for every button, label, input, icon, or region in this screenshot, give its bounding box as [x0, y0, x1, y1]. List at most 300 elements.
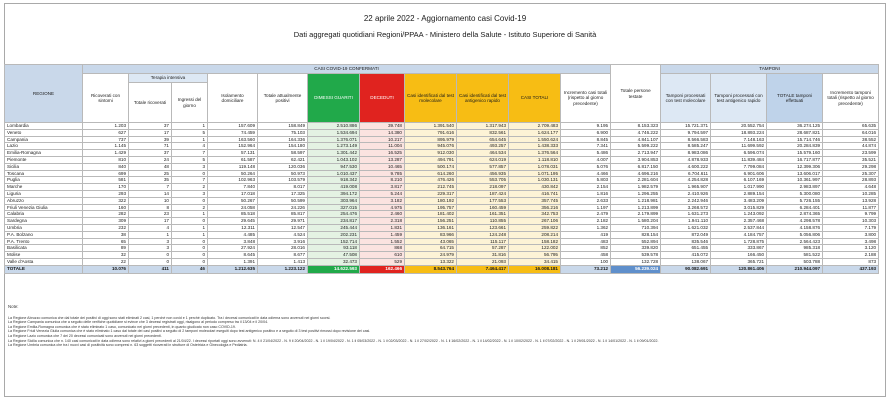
table-cell: 1.391	[208, 258, 258, 265]
table-cell: 89	[83, 245, 129, 252]
table-row	[5, 123, 879, 130]
table-cell: 581	[83, 177, 129, 184]
table-cell: 895.979	[405, 136, 457, 143]
table-row	[5, 136, 879, 143]
table-row	[5, 231, 879, 238]
table-cell: 7	[172, 177, 208, 184]
table-cell: 28.687.821	[767, 129, 823, 136]
table-cell: 3	[129, 245, 172, 252]
table-cell: 2.510.886	[308, 123, 360, 130]
table-cell: 1.413	[258, 258, 308, 265]
table-cell: 627	[83, 129, 129, 136]
table-cell: 24.058	[208, 204, 258, 211]
region-name: Liguria	[5, 190, 83, 197]
table-cell: 10.076	[83, 265, 129, 273]
region-name: P.A. Trento	[5, 238, 83, 245]
table-cell: 1.982.579	[611, 184, 661, 191]
note-line: La Regione Emilia-Romagna comunica che è stato eliminato 1 caso, comunicato nei giorni precedenti, in quanto giudicato non caso COVID-19.	[8, 324, 236, 329]
table-cell: 12.311	[208, 224, 258, 231]
table-cell: 28.016	[258, 245, 308, 252]
table-row	[5, 258, 879, 265]
table-cell: 50.973	[258, 170, 308, 177]
region-name: Piemonte	[5, 156, 83, 163]
table-cell: 810	[83, 156, 129, 163]
table-cell: 160.459	[457, 204, 509, 211]
table-cell: 7.179	[823, 224, 879, 231]
region-name: Lazio	[5, 143, 83, 150]
table-cell: 24	[129, 156, 172, 163]
table-cell: 1.941.110	[661, 218, 711, 225]
table-cell: 56.795	[509, 252, 561, 259]
note-line: La Regione Umbria comunica che tra i nuovi casi di positività sono compresi n. 63 soggetti ricoverati in strutture di Ostetricia e Ginecologia e Pediatria.	[8, 343, 248, 348]
covid-data-table	[4, 64, 879, 274]
table-cell: 234.817	[308, 218, 360, 225]
table-cell: 737	[83, 136, 129, 143]
table-cell: 0	[172, 252, 208, 259]
table-cell: 35.521	[823, 156, 879, 163]
table-cell: 654.645	[457, 136, 509, 143]
table-cell: 157.609	[208, 123, 258, 130]
table-cell: 1.580.204	[611, 218, 661, 225]
table-cell: 1.534.694	[308, 129, 360, 136]
table-cell: 1.624.177	[509, 129, 561, 136]
table-cell: 119.148	[208, 163, 258, 170]
table-cell: 11.839.484	[711, 156, 767, 163]
table-cell: 8.210	[360, 177, 405, 184]
table-cell: 6.704.611	[661, 170, 711, 177]
table-cell: 282	[83, 211, 129, 218]
table-cell: 1.362	[561, 224, 611, 231]
table-cell: 11.004	[360, 143, 405, 150]
table-cell: 419.008	[308, 184, 360, 191]
table-cell: 58.597	[258, 150, 308, 157]
table-cell: 651.455	[661, 245, 711, 252]
table-cell: 16.008.181	[509, 265, 561, 273]
table-row	[5, 197, 879, 204]
table-cell: 4.007	[561, 156, 611, 163]
table-cell: 1.816	[561, 190, 611, 197]
table-cell: 5.599.222	[611, 143, 661, 150]
table-row	[5, 224, 879, 231]
table-row	[5, 218, 879, 225]
table-cell: 2.179.899	[611, 211, 661, 218]
table-cell: 1.631.273	[661, 211, 711, 218]
table-cell: 529	[360, 258, 405, 265]
table-cell: 1.223.122	[258, 265, 308, 273]
table-cell: 210.944.097	[767, 265, 823, 273]
table-row	[5, 245, 879, 252]
table-cell: 14.380	[360, 129, 405, 136]
header-molecolare: Casi identificati dal test molecolare	[405, 74, 457, 123]
table-row	[5, 252, 879, 259]
table-cell: 65	[83, 238, 129, 245]
table-cell: 333.867	[711, 245, 767, 252]
table-cell: 64.715	[405, 245, 457, 252]
table-cell: 17.325	[258, 190, 308, 197]
table-cell: 195.757	[405, 204, 457, 211]
table-cell: 1	[172, 136, 208, 143]
table-cell: 90.082.691	[661, 265, 711, 273]
table-cell: 9.799	[823, 211, 879, 218]
table-cell: 180.192	[405, 197, 457, 204]
table-cell: 11.877	[823, 204, 879, 211]
table-cell: 115.117	[457, 238, 509, 245]
table-cell: 138.067	[661, 258, 711, 265]
table-cell: 32	[83, 252, 129, 259]
table-cell: 61.587	[208, 156, 258, 163]
header-ingressi: Ingressi del giorno	[172, 83, 208, 123]
table-cell: 136.161	[405, 224, 457, 231]
table-cell: 56.239.024	[611, 265, 661, 273]
table-cell: 43.065	[405, 238, 457, 245]
table-cell: 4.696.216	[611, 170, 661, 177]
table-cell: 912.030	[405, 150, 457, 157]
table-row	[5, 143, 879, 150]
table-cell: 158.182	[509, 238, 561, 245]
table-cell: 16.525	[360, 150, 405, 157]
region-name: P.A. Bolzano	[5, 231, 83, 238]
table-cell: 2.713.947	[611, 150, 661, 157]
table-cell: 166.450	[711, 252, 767, 259]
table-cell: 10.217	[360, 136, 405, 143]
table-cell: 83.966	[405, 231, 457, 238]
table-cell: 5	[172, 129, 208, 136]
table-cell: 577.857	[457, 163, 509, 170]
table-cell: 85.817	[258, 211, 308, 218]
table-cell: 0	[129, 258, 172, 265]
table-cell: 5.056.806	[767, 231, 823, 238]
header-regione: REGIONE	[5, 65, 83, 123]
table-cell: 3	[172, 163, 208, 170]
table-cell: 14	[129, 190, 172, 197]
table-cell: 2.537.844	[711, 224, 767, 231]
table-cell: 14.622.593	[308, 265, 360, 273]
table-cell: 2.889.154	[711, 190, 767, 197]
table-cell: 13.322	[405, 258, 457, 265]
table-cell: 44.874	[823, 143, 879, 150]
table-cell: 181.402	[405, 211, 457, 218]
table-cell: 162.466	[360, 265, 405, 273]
table-cell: 10.465	[360, 163, 405, 170]
region-name: Lombardia	[5, 123, 83, 130]
table-cell: 832.561	[457, 129, 509, 136]
table-cell: 2.182	[561, 218, 611, 225]
note-line: La Regione Abruzzo comunica che dal totale dei positivi di oggi sono stati eliminati 2 casi, 1 perché non covid e 1 perché duplicato. Tra i decessi comunicati in data odierna sono avvenuti nei giorni scorsi.	[8, 315, 331, 320]
table-cell: 342.753	[509, 211, 561, 218]
table-cell: 4.254.828	[661, 177, 711, 184]
table-cell: 12.399.306	[767, 163, 823, 170]
total-row	[5, 265, 879, 273]
table-cell: 8.645	[208, 252, 258, 259]
table-cell: 3.268.572	[661, 204, 711, 211]
region-name: Molise	[5, 252, 83, 259]
table-cell: 0	[172, 218, 208, 225]
table-cell: 2.242.946	[661, 197, 711, 204]
table-cell: 17	[129, 129, 172, 136]
table-cell: 38.552	[823, 136, 879, 143]
table-cell: 62.421	[258, 156, 308, 163]
table-cell: 22	[83, 258, 129, 265]
table-cell: 581.522	[767, 252, 823, 259]
table-cell: 75.103	[258, 129, 308, 136]
table-cell: 458	[561, 252, 611, 259]
table-cell: 0	[172, 238, 208, 245]
table-cell: 322	[83, 197, 129, 204]
table-cell: 123.661	[457, 224, 509, 231]
table-cell: 11.699.592	[711, 143, 767, 150]
note-line: La Regione Lazio comunica che 7 dei 20 decessi comunicati sono avvenuti nei giorni precedenti.	[8, 333, 162, 338]
table-cell: 232	[83, 224, 129, 231]
table-cell: 0	[172, 258, 208, 265]
table-cell: 293	[83, 190, 129, 197]
table-cell: 17.018	[208, 190, 258, 197]
header-deceduti: DECEDUTI	[360, 74, 405, 123]
table-row	[5, 184, 879, 191]
table-cell: 9.785	[360, 170, 405, 177]
table-cell: 852	[561, 245, 611, 252]
table-cell: 50.599	[258, 197, 308, 204]
region-name: Sicilia	[5, 163, 83, 170]
table-cell: 918.342	[308, 177, 360, 184]
table-cell: 50.267	[208, 197, 258, 204]
table-cell: 1.317.943	[457, 123, 509, 130]
table-cell: 164.336	[258, 136, 308, 143]
table-cell: 12.547	[258, 224, 308, 231]
table-cell: 7	[129, 184, 172, 191]
table-cell: 7.341	[561, 143, 611, 150]
notes-list	[8, 316, 874, 348]
table-cell: 8	[129, 204, 172, 211]
table-cell: 254.476	[308, 211, 360, 218]
region-name: Veneto	[5, 129, 83, 136]
table-cell: 24.226	[258, 204, 308, 211]
table-cell: 610	[360, 252, 405, 259]
table-cell: 10.361.997	[767, 177, 823, 184]
table-cell: 85.518	[208, 211, 258, 218]
table-cell: 4.298.578	[767, 218, 823, 225]
table-cell: 57.131	[208, 150, 258, 157]
table-cell: 1.243.092	[711, 211, 767, 218]
table-cell: 102.963	[208, 177, 258, 184]
table-cell: 47.508	[308, 252, 360, 259]
table-cell: 10.285	[823, 190, 879, 197]
table-cell: 553.705	[457, 177, 509, 184]
table-cell: 2.479	[561, 211, 611, 218]
table-cell: 2.410.926	[661, 190, 711, 197]
header-tamponi-totale: TOTALE tamponi effettuati	[767, 74, 823, 123]
table-cell: 7.148.163	[711, 136, 767, 143]
region-name: Friuli Venezia Giulia	[5, 204, 83, 211]
table-cell: 415.072	[661, 252, 711, 259]
table-cell: 6.817.150	[611, 163, 661, 170]
table-cell: 16.717.877	[767, 156, 823, 163]
table-cell: 1.965.907	[661, 184, 711, 191]
table-cell: 1.459	[360, 231, 405, 238]
table-cell: 5.486	[561, 150, 611, 157]
table-cell: 36.274.125	[767, 123, 823, 130]
table-cell: 8.017	[258, 184, 308, 191]
table-cell: 46	[172, 265, 208, 273]
table-cell: 1.213.899	[611, 204, 661, 211]
table-cell: 48	[129, 163, 172, 170]
table-cell: 152.714	[308, 238, 360, 245]
table-cell: 1.621.032	[661, 224, 711, 231]
table-row	[5, 163, 879, 170]
table-cell: 365.721	[711, 258, 767, 265]
table-cell: 20.552.754	[711, 123, 767, 130]
region-name: Puglia	[5, 177, 83, 184]
table-cell: 10.303	[823, 218, 879, 225]
table-cell: 624.019	[457, 156, 509, 163]
table-cell: 65.635	[823, 123, 879, 130]
table-cell: 17	[129, 218, 172, 225]
table-cell: 21.093	[457, 258, 509, 265]
table-cell: 456.935	[457, 170, 509, 177]
table-cell: 27.924	[208, 245, 258, 252]
table-cell: 2.318	[360, 218, 405, 225]
table-cell: 208.214	[509, 231, 561, 238]
table-cell: 5.300.080	[767, 190, 823, 197]
table-cell: 177.553	[457, 197, 509, 204]
table-cell: 50.264	[208, 170, 258, 177]
table-cell: 160	[83, 204, 129, 211]
table-cell: 1.071.195	[509, 170, 561, 177]
table-cell: 4.746.222	[611, 129, 661, 136]
table-row	[5, 211, 879, 218]
table-cell: 476.426	[405, 177, 457, 184]
table-cell: 1.438.333	[509, 143, 561, 150]
table-cell: 10	[129, 197, 172, 204]
page-title: 22 aprile 2022 - Aggiornamento casi Covid-19	[363, 14, 527, 23]
table-cell: 6.901.606	[711, 170, 767, 177]
table-cell: 4.841.107	[611, 136, 661, 143]
table-cell: 39	[129, 136, 172, 143]
table-cell: 5.726.155	[767, 197, 823, 204]
table-cell: 494.791	[405, 156, 457, 163]
table-cell: 0	[172, 197, 208, 204]
table-cell: 35	[129, 177, 172, 184]
table-cell: 39.748	[360, 123, 405, 130]
table-cell: 872.049	[661, 231, 711, 238]
table-cell: 1	[172, 224, 208, 231]
table-cell: 1.391.540	[405, 123, 457, 130]
note-line: La Regione Campania comunica che a seguito delle verifiche quotidiane si evince che 3 decessi registrati oggi, risalgono al periodo compreso tra il 13/04 e il 20/04.	[8, 320, 269, 325]
table-cell: 2	[172, 184, 208, 191]
table-cell: 4.184.757	[711, 231, 767, 238]
table-cell: 4.524	[258, 231, 308, 238]
header-totale-positivi: Totale attualmente positivi	[258, 74, 308, 123]
table-cell: 4.485	[208, 231, 258, 238]
table-cell: 1	[172, 231, 208, 238]
table-cell: 13.606.017	[767, 170, 823, 177]
table-cell: 945.076	[405, 143, 457, 150]
table-cell: 3.916	[258, 238, 308, 245]
table-cell: 13.287	[360, 156, 405, 163]
table-row	[5, 204, 879, 211]
table-cell: 493.257	[457, 143, 509, 150]
table-cell: 1.429	[83, 150, 129, 157]
table-cell: 614.260	[405, 170, 457, 177]
notes-title: Note:	[8, 304, 19, 309]
region-name: Marche	[5, 184, 83, 191]
table-cell: 110.855	[457, 218, 509, 225]
table-cell: 4.975	[360, 204, 405, 211]
table-cell: 430.842	[509, 184, 561, 191]
table-cell: 8.585.247	[661, 143, 711, 150]
table-cell: 1.197	[561, 204, 611, 211]
region-name: Toscana	[5, 170, 83, 177]
region-name: Valle d'Aosta	[5, 258, 83, 265]
table-cell: 64.016	[823, 129, 879, 136]
table-cell: 120.036	[258, 163, 308, 170]
table-cell: 947.530	[308, 163, 360, 170]
table-cell: 1	[172, 123, 208, 130]
table-cell: 20.284.839	[767, 143, 823, 150]
table-cell: 1.030.131	[509, 177, 561, 184]
table-cell: 1.831	[360, 224, 405, 231]
table-cell: 9.794.597	[661, 129, 711, 136]
table-cell: 539.578	[611, 252, 661, 259]
table-cell: 3.498	[823, 238, 879, 245]
table-cell: 6.284.401	[767, 204, 823, 211]
table-cell: 3.800	[823, 231, 879, 238]
region-name: Sardegna	[5, 218, 83, 225]
table-cell: 212.745	[405, 184, 457, 191]
table-cell: 5	[172, 156, 208, 163]
table-cell: 152.964	[208, 143, 258, 150]
table-cell: 985.318	[767, 245, 823, 252]
table-cell: 8.566.583	[661, 136, 711, 143]
table-cell: 5.076	[561, 163, 611, 170]
table-cell: 8.543.764	[405, 265, 457, 273]
table-cell: 7.799.084	[711, 163, 767, 170]
table-cell: 25.307	[823, 170, 879, 177]
table-cell: 2.874.365	[767, 211, 823, 218]
table-cell: 34.415	[509, 258, 561, 265]
table-cell: 2.188	[823, 252, 879, 259]
table-cell: 1.017.990	[711, 184, 767, 191]
table-cell: 8.983.086	[661, 150, 711, 157]
table-cell: 37	[129, 150, 172, 157]
table-cell: 503.788	[767, 258, 823, 265]
header-ricoverati: Ricoverati con sintomi	[83, 74, 129, 123]
table-cell: 100	[561, 258, 611, 265]
table-row	[5, 156, 879, 163]
table-cell: 3	[172, 190, 208, 197]
table-cell: 3.120	[823, 245, 879, 252]
table-cell: 158.849	[258, 123, 308, 130]
table-cell: 483	[561, 238, 611, 245]
table-cell: 710.394	[611, 224, 661, 231]
header-tamponi-molecolare: Tamponi processati con test molecolare	[661, 74, 711, 123]
table-cell: 8.153.323	[611, 123, 661, 130]
table-cell: 1.550.624	[509, 136, 561, 143]
table-row	[5, 129, 879, 136]
header-incremento-tamponi: Incremento tamponi totali (rispetto al giorno precedente)	[823, 74, 879, 123]
table-cell: 4	[129, 224, 172, 231]
table-cell: 3	[129, 238, 172, 245]
table-cell: 161.351	[457, 211, 509, 218]
table-cell: 3.848	[208, 238, 258, 245]
table-cell: 15.714.746	[767, 136, 823, 143]
table-cell: 8.845	[561, 136, 611, 143]
table-cell: 699	[83, 170, 129, 177]
table-cell: 356.216	[509, 204, 561, 211]
table-cell: 229.317	[405, 190, 457, 197]
table-cell: 25	[129, 170, 172, 177]
region-name: Umbria	[5, 224, 83, 231]
table-cell: 1.010.437	[308, 170, 360, 177]
